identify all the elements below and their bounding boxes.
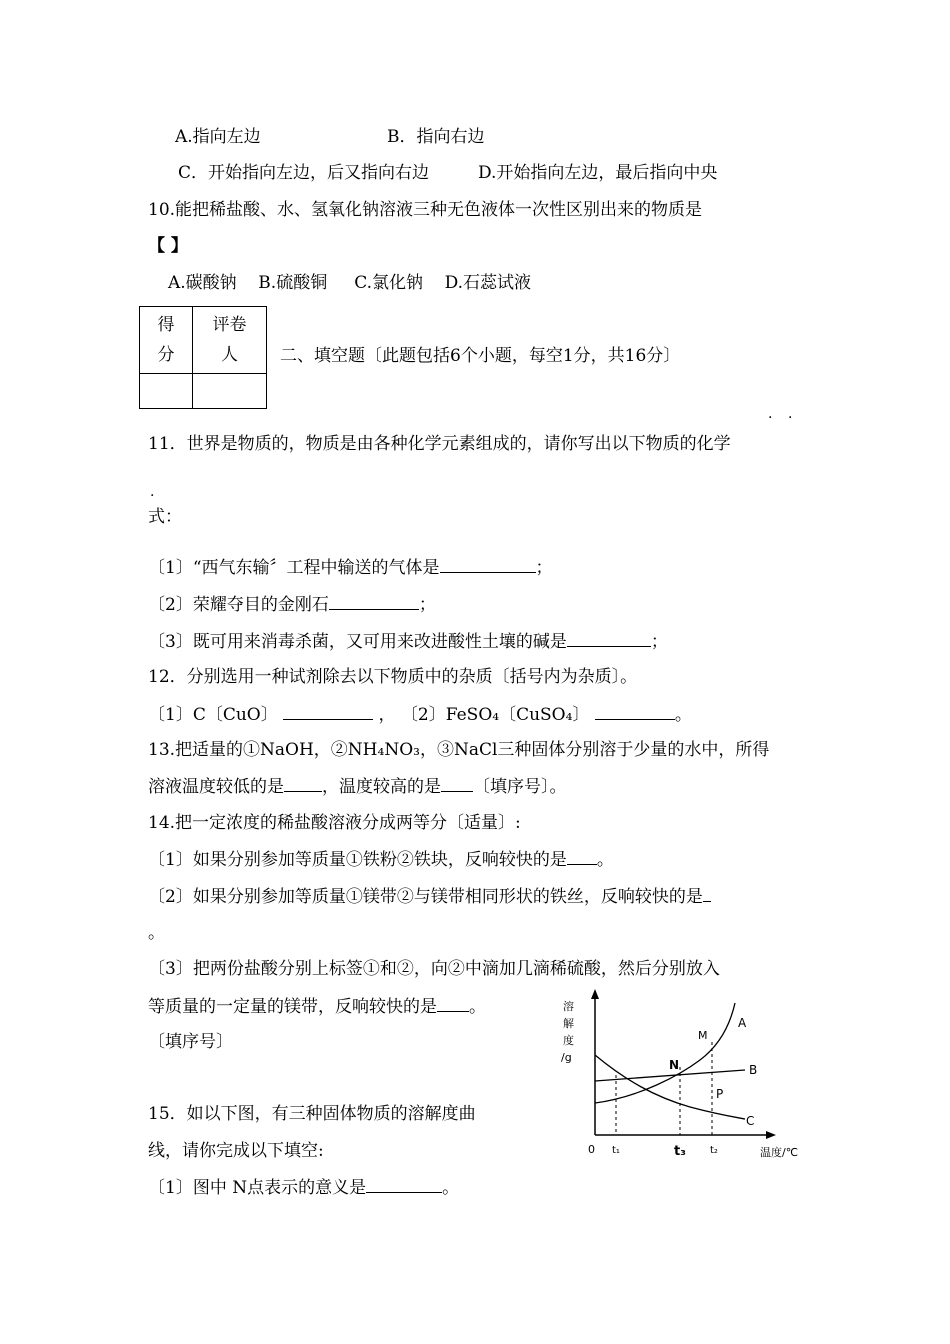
- curve-label-a: A: [738, 1016, 747, 1030]
- x-tick-t1: t₁: [612, 1145, 620, 1156]
- q14-blank1[interactable]: [567, 848, 597, 865]
- q14-blank3[interactable]: [437, 995, 469, 1012]
- q12-blank2[interactable]: [595, 703, 675, 720]
- curve-label-b: B: [749, 1063, 758, 1077]
- x-tick-t2: t₂: [710, 1145, 718, 1156]
- q14-stem: 14.把一定浓度的稀盐酸溶液分成两等分〔适量〕:: [148, 813, 521, 833]
- q13-high: ，温度较高的是: [322, 777, 441, 797]
- q11-part1: [148, 556, 553, 579]
- origin-label: 0: [588, 1143, 595, 1156]
- q9-option-c: C．开始指向左边，后又指向右边: [178, 163, 430, 183]
- q14-part3b-text: 等质量的一定量的镁带，反响较快的是: [148, 997, 437, 1017]
- curve-label-c: C: [746, 1114, 755, 1128]
- score-cell-empty: [140, 374, 193, 409]
- y-label-1: 溶: [563, 1000, 574, 1013]
- q14-part3b: [148, 995, 486, 1018]
- y-axis-arrow: [591, 989, 599, 999]
- q11-part3: [148, 630, 668, 653]
- q13-stem: 13.把适量的①NaOH，②NH₄NO₃，③NaCl三种固体分别溶于少量的水中，所得: [148, 740, 770, 760]
- y-label-2: 解: [563, 1017, 574, 1030]
- q13-end: 〔填序号〕。: [473, 777, 567, 797]
- q12-blank1[interactable]: [283, 703, 373, 720]
- q13-low: 溶液温度较低的是: [148, 777, 284, 797]
- q14-blank2[interactable]: [703, 885, 711, 902]
- emphasis-dot: ·: [150, 488, 155, 504]
- q12-parts: [148, 703, 692, 726]
- q9-option-b: B．指向右边: [387, 127, 485, 147]
- score-table: [139, 306, 267, 409]
- q12-part1: 〔1〕C〔CuO〕: [148, 705, 278, 725]
- y-label-3: 度: [563, 1034, 574, 1047]
- q11-part1-text: 〔1〕“西气东输〞工程中输送的气体是: [148, 558, 440, 578]
- q14-part2: [148, 885, 711, 908]
- q15-stem1: 15．如以下图，有三种固体物质的溶解度曲: [148, 1104, 476, 1124]
- q14-part3b-end: 。: [469, 997, 486, 1017]
- score-label: 得分: [157, 315, 175, 365]
- point-label-p: P: [716, 1087, 724, 1101]
- q14-part1-end: 。: [596, 850, 614, 870]
- q12-end: 。: [674, 705, 692, 725]
- q11-blank2[interactable]: [329, 593, 419, 610]
- q12-part2: 〔2〕FeSO₄〔CuSO₄〕: [400, 705, 590, 725]
- section-title: 二、填空题〔此题包括6个小题，每空1分，共16分〕: [280, 346, 681, 366]
- q14-part1: [148, 848, 614, 871]
- q11-cont: 式：: [148, 507, 182, 527]
- q10-bracket: 【 】: [148, 236, 188, 256]
- grader-cell-empty: [193, 374, 267, 409]
- q12-stem: 12．分别选用一种试剂除去以下物质中的杂质〔括号内为杂质〕。: [148, 667, 638, 687]
- q13-blank2[interactable]: [441, 775, 473, 792]
- emphasis-dot: ·: [788, 410, 793, 426]
- q11-part2-text: 〔2〕荣耀夺目的金刚石: [148, 595, 329, 615]
- q11-part2: [148, 593, 436, 616]
- q14-part3: 〔3〕把两份盐酸分别上标签①和②，向②中滴加几滴稀硫酸，然后分别放入: [148, 959, 720, 979]
- q15-stem2: 线，请你完成以下填空:: [148, 1141, 324, 1161]
- y-label-4: /g: [561, 1051, 572, 1064]
- q15-part1-end: 。: [442, 1178, 460, 1198]
- q11-part3-end: ；: [650, 632, 668, 652]
- q11-part3-text: 〔3〕既可用来消毒杀菌，又可用来改进酸性土壤的碱是: [148, 632, 567, 652]
- q14-part3c: 〔填序号〕: [148, 1032, 233, 1052]
- q11-stem: 11．世界是物质的，物质是由各种化学元素组成的，请你写出以下物质的化学: [148, 434, 731, 454]
- q10-options: A.碳酸钠 B.硫酸铜 C.氯化钠 D.石蕊试液: [168, 273, 532, 293]
- grader-cell-label: [193, 307, 267, 374]
- q11-blank1[interactable]: [440, 556, 536, 573]
- grader-label: 评卷人: [212, 315, 247, 365]
- point-label-m: M: [698, 1029, 708, 1042]
- q15-blank1[interactable]: [366, 1176, 442, 1193]
- q11-blank3[interactable]: [567, 630, 651, 647]
- q14-part2-text: 〔2〕如果分别参加等质量①镁带②与镁带相同形状的铁丝，反响较快的是: [148, 887, 703, 907]
- x-axis-arrow: [766, 1131, 776, 1139]
- q13-line2: [148, 775, 567, 798]
- emphasis-dot: ·: [768, 410, 773, 426]
- q11-part2-end: ；: [418, 595, 436, 615]
- q15-part1-text: 〔1〕图中 N点表示的意义是: [148, 1178, 367, 1198]
- q14-part2-end: 。: [148, 923, 165, 943]
- q9-option-a: A.指向左边: [175, 127, 261, 147]
- q11-part1-end: ；: [535, 558, 553, 578]
- q14-part1-text: 〔1〕如果分别参加等质量①铁粉②铁块，反响较快的是: [148, 850, 567, 870]
- q9-option-d: D.开始指向左边，最后指向中央: [478, 163, 718, 183]
- q13-blank1[interactable]: [284, 775, 322, 792]
- point-label-n: N: [669, 1058, 680, 1072]
- x-axis-label: 温度/℃: [760, 1146, 799, 1159]
- q10-stem: 10.能把稀盐酸、水、氢氧化钠溶液三种无色液体一次性区别出来的物质是: [148, 200, 703, 220]
- q15-part1: [148, 1176, 459, 1199]
- x-tick-t3: t₃: [674, 1144, 686, 1159]
- solubility-chart: [560, 985, 815, 1160]
- score-cell-label: [140, 307, 193, 374]
- q12-sep: ，: [378, 705, 396, 725]
